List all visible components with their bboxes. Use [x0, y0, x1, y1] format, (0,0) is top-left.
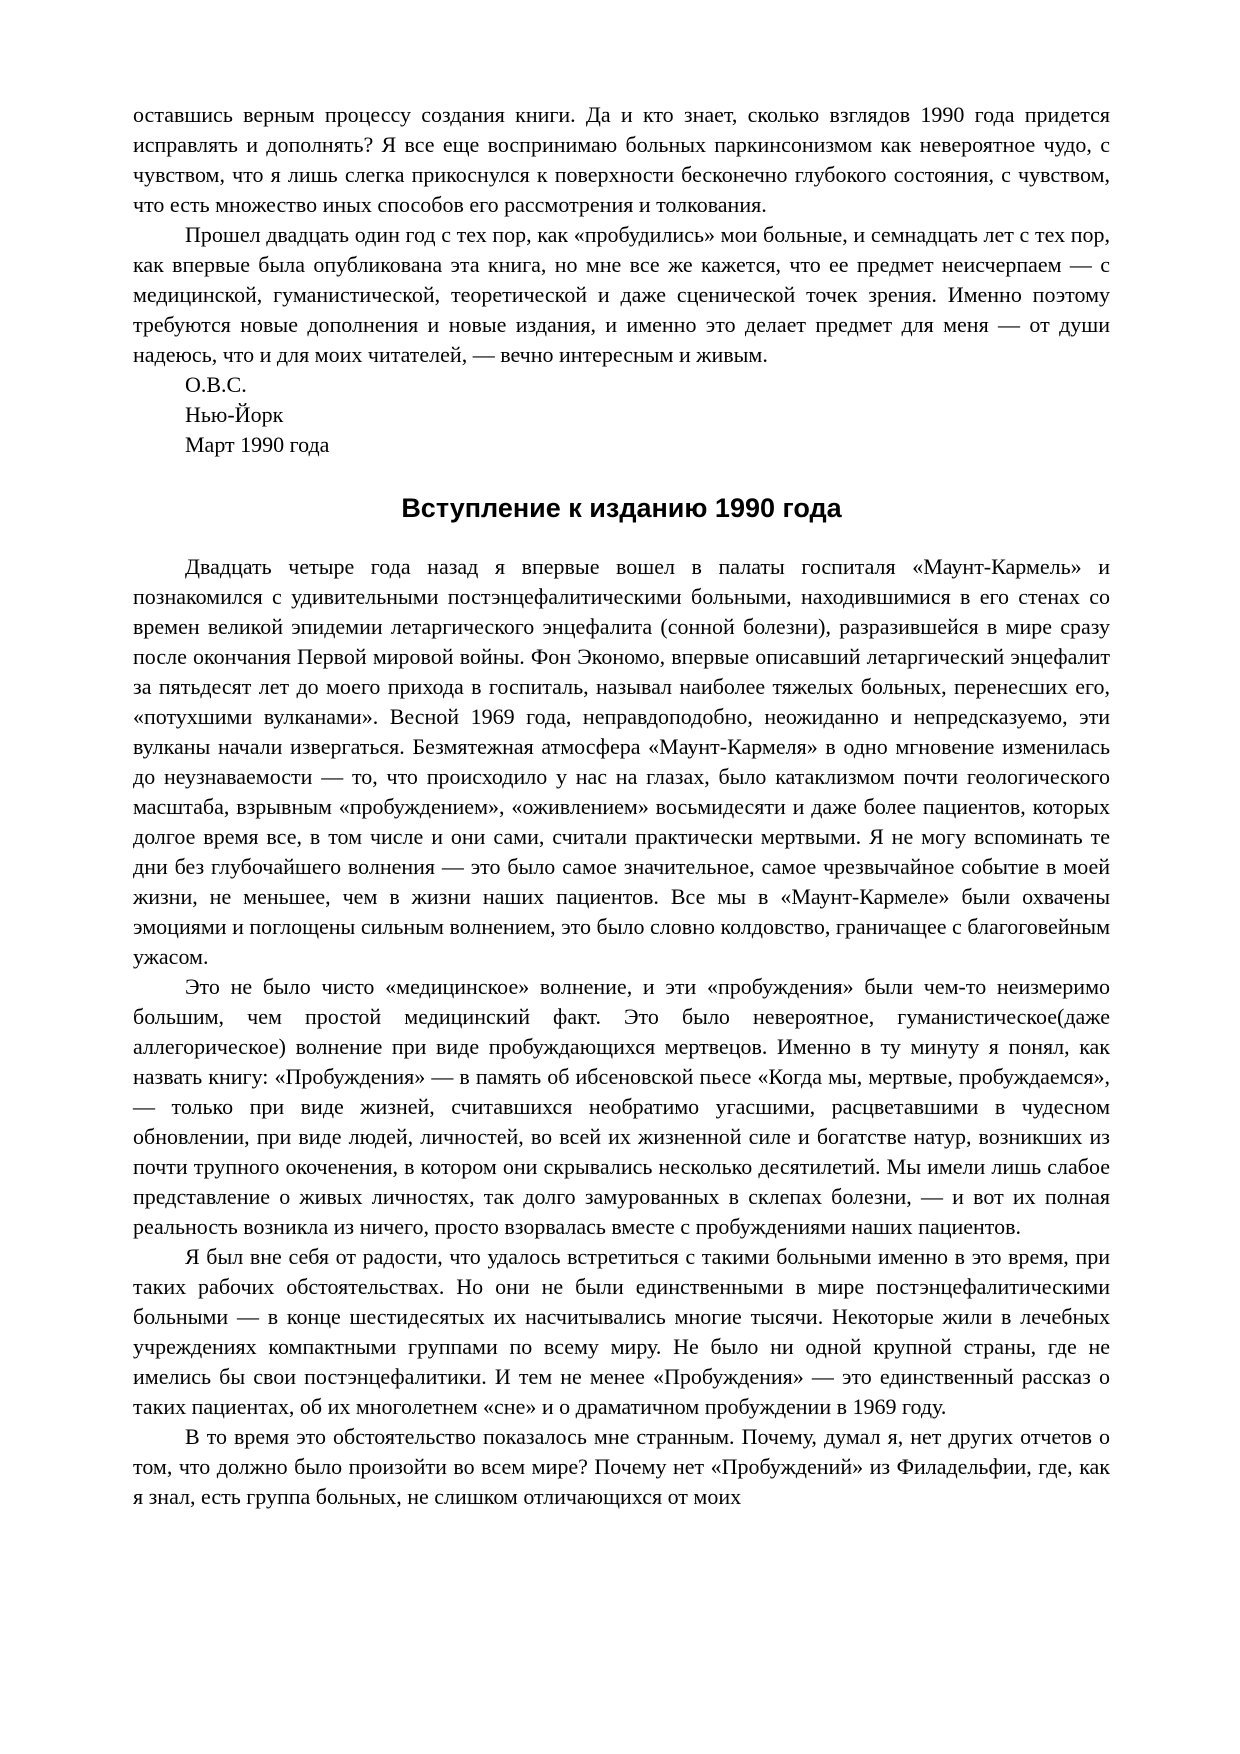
- paragraph-main: Я был вне себя от радости, что удалось встретиться с такими больными именно в это время, при таких рабочих обстоятельствах. Но они не были единственными в мире постэнцефалитическими больными — в конце шестидесятых их насчитывались многие тысячи. Некоторые жили в лечебных учреждениях компактными группами по всему миру. Не было ни одной крупной страны, где не имелись бы свои постэнцефалитики. И тем не менее «Пробуждения» — это единственный рассказ о таких пациентах, об их многолетнем «сне» и о драматичном пробуждении в 1969 году.: [133, 1244, 1110, 1419]
- signature-date: Март 1990 года: [185, 432, 330, 457]
- paragraph-main: Это не было чисто «медицинское» волнение, и эти «пробуждения» были чем-то неизмеримо большим, чем простой медицинский факт. Это было невероятное, гуманистическое(даже аллегорическое) волнение при виде пробуждающихся мертвецов. Именно в ту минуту я понял, как назвать книгу: «Пробуждения» — в память об ибсеновской пьесе «Когда мы, мертвые, пробуждаемся», — только при виде жизней, считавшихся необратимо угасшими, расцветавшими в чудесном обновлении, при виде людей, личностей, во всей их жизненной силе и богатстве натур, возникших из почти трупного окоченения, в котором они скрывались несколько десятилетий. Мы имели лишь слабое представление о живых личностях, так долго замурованных в склепах болезни, — и вот их полная реальность возникла из ничего, просто взорвалась вместе с пробуждениями наших пациентов.: [133, 974, 1110, 1239]
- section-heading: Вступление к изданию 1990 года: [401, 493, 842, 523]
- signature-initials: О.В.С.: [185, 372, 247, 397]
- paragraph-intro: Прошел двадцать один год с тех пор, как «пробудились» мои больные, и семнадцать лет с тех пор, как впервые была опубликована эта книга, но мне все же кажется, что ее предмет неисчерпаем — с медицинской, гуманистической, теоретической и даже сценической точек зрения. Именно поэтому требуются новые дополнения и новые издания, и именно это делает предмет для меня — от души надеюсь, что и для моих читателей, — вечно интересным и живым.: [133, 222, 1110, 367]
- paragraph-main: В то время это обстоятельство показалось мне странным. Почему, думал я, нет других отчетов о том, что должно было произойти во всем мире? Почему нет «Пробуждений» из Филадельфии, где, как я знал, есть группа больных, не слишком отличающихся от моих: [133, 1424, 1110, 1509]
- paragraph-main: Двадцать четыре года назад я впервые вошел в палаты госпиталя «Маунт-Кармель» и познакомился с удивительными постэнцефалитическими больными, находившимися в его стенах со времен великой эпидемии летаргического энцефалита (сонной болезни), разразившейся в мире сразу после окончания Первой мировой войны. Фон Экономо, впервые описавший летаргический энцефалит за пятьдесят лет до моего прихода в госпиталь, называл наиболее тяжелых больных, перенесших его, «потухшими вулканами». Весной 1969 года, неправдоподобно, неожиданно и непредсказуемо, эти вулканы начали извергаться. Безмятежная атмосфера «Маунт-Кармеля» в одно мгновение изменилась до неузнаваемости — то, что происходило у нас на глазах, было катаклизмом почти геологического масштаба, взрывным «пробуждением», «оживлением» восьмидесяти и даже более пациентов, которых долгое время все, в том числе и они сами, считали практически мертвыми. Я не могу вспоминать те дни без глубочайшего волнения — это было самое значительное, самое чрезвычайное событие в моей жизни, не меньшее, чем в жизни наших пациентов. Все мы в «Маунт-Кармеле» были охвачены эмоциями и поглощены сильным волнением, это было словно колдовство, граничащее с благоговейным ужасом.: [133, 554, 1110, 969]
- paragraph-intro-continuation: оставшись верным процессу создания книги. Да и кто знает, сколько взглядов 1990 года придется исправлять и дополнять? Я все еще воспринимаю больных паркинсонизмом как невероятное чудо, с чувством, что я лишь слегка прикоснулся к поверхности бесконечно глубокого состояния, с чувством, что есть множество иных способов его рассмотрения и толкования.: [133, 102, 1110, 217]
- signature-block: [133, 370, 1110, 460]
- signature-city: Нью-Йорк: [185, 402, 284, 427]
